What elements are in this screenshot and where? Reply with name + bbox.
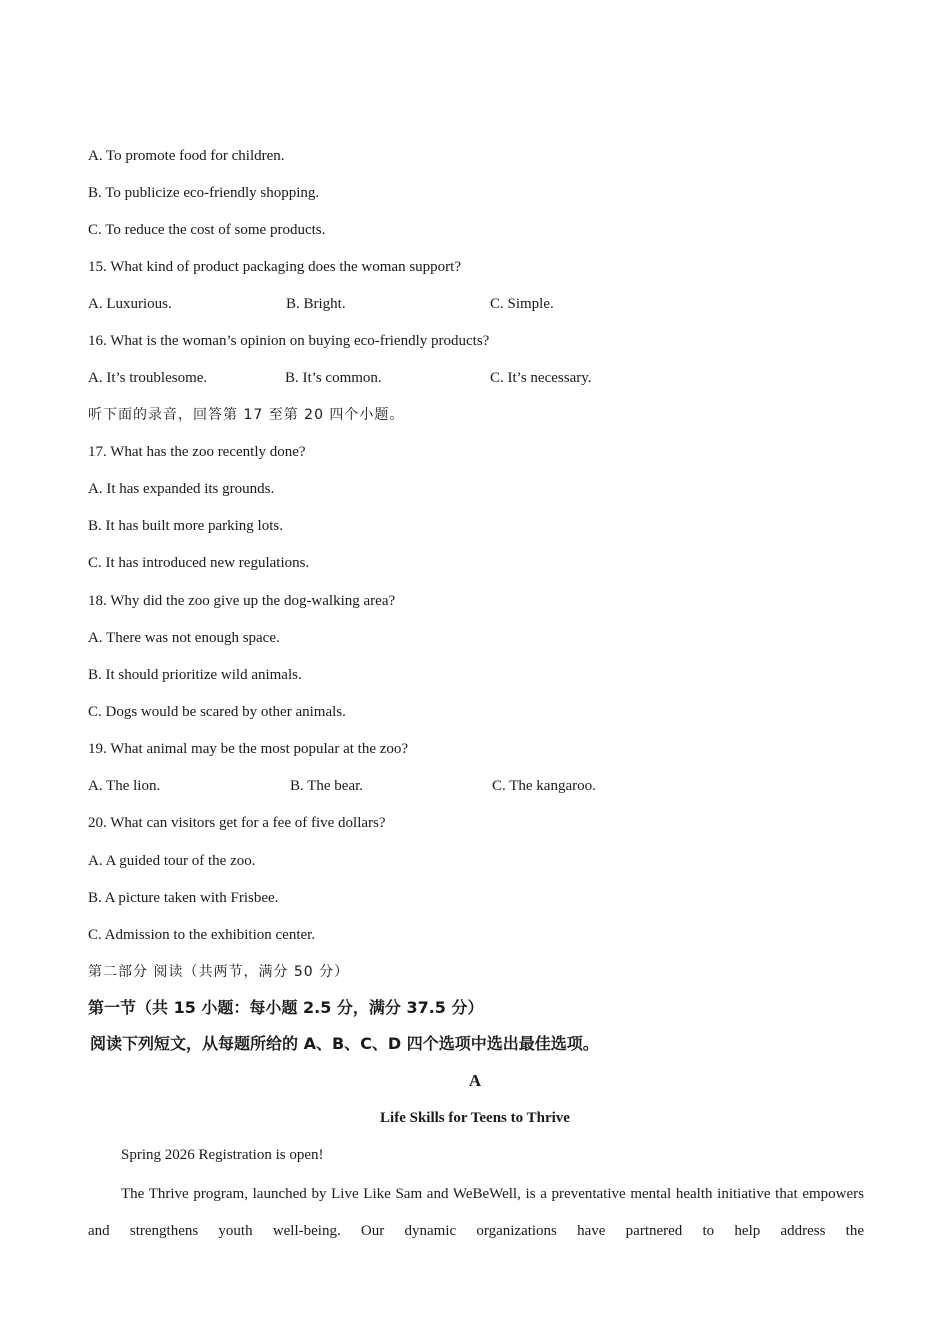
q18-option-c: C. Dogs would be scared by other animals. [88, 704, 346, 720]
q19-option-c: C. The kangaroo. [492, 778, 596, 794]
q17-question: 17. What has the zoo recently done? [88, 444, 306, 460]
q18-question: 18. Why did the zoo give up the dog-walking area? [88, 593, 396, 609]
q16-option-a: A. It’s troublesome. [88, 370, 208, 386]
instruction-17-20: 听下面的录音，回答第 17 至第 20 四个小题。 [88, 407, 405, 423]
section1-instruction: 阅读下列短文，从每题所给的 A、B、C、D 四个选项中选出最佳选项。 [90, 1034, 599, 1053]
q17-option-b: B. It has built more parking lots. [88, 518, 283, 534]
q15-option-a: A. Luxurious. [88, 296, 172, 312]
q17-option-a: A. It has expanded its grounds. [88, 481, 275, 497]
section1-heading: 第一节（共 15 小题：每小题 2.5 分，满分 37.5 分） [88, 998, 484, 1017]
q15-option-b: B. Bright. [286, 296, 346, 312]
passage-letter: A [468, 1071, 482, 1090]
q16-option-c: C. It’s necessary. [490, 370, 592, 386]
q19-question: 19. What animal may be the most popular at the zoo? [88, 741, 409, 757]
q15-question: 15. What kind of product packaging does the woman support? [88, 259, 461, 275]
passage-registration-line: Spring 2026 Registration is open! [121, 1147, 324, 1163]
passage-paragraph: The Thrive program, launched by Live Like Sam and WeBeWell, is a preventative mental health initiative that empowers and strengthens youth well-being. Our dynamic organizations have partnered to help address the [88, 1186, 864, 1239]
q18-option-b: B. It should prioritize wild animals. [88, 667, 302, 683]
q20-option-a: A. A guided tour of the zoo. [88, 853, 256, 869]
passage-title: Life Skills for Teens to Thrive [380, 1110, 570, 1126]
q19-option-b: B. The bear. [290, 778, 364, 794]
q14-option-b: B. To publicize eco-friendly shopping. [88, 185, 320, 201]
part2-heading: 第二部分 阅读（共两节，满分 50 分） [88, 964, 350, 980]
q17-option-c: C. It has introduced new regulations. [88, 555, 310, 571]
q18-option-a: A. There was not enough space. [88, 630, 280, 646]
q20-option-b: B. A picture taken with Frisbee. [88, 890, 279, 906]
q14-option-a: A. To promote food for children. [88, 148, 285, 164]
q20-option-c: C. Admission to the exhibition center. [88, 927, 316, 943]
q20-question: 20. What can visitors get for a fee of five dollars? [88, 815, 386, 831]
q16-question: 16. What is the woman’s opinion on buying eco-friendly products? [88, 333, 490, 349]
q14-option-c: C. To reduce the cost of some products. [88, 222, 326, 238]
q15-option-c: C. Simple. [490, 296, 554, 312]
q19-option-a: A. The lion. [88, 778, 161, 794]
q16-option-b: B. It’s common. [285, 370, 382, 386]
